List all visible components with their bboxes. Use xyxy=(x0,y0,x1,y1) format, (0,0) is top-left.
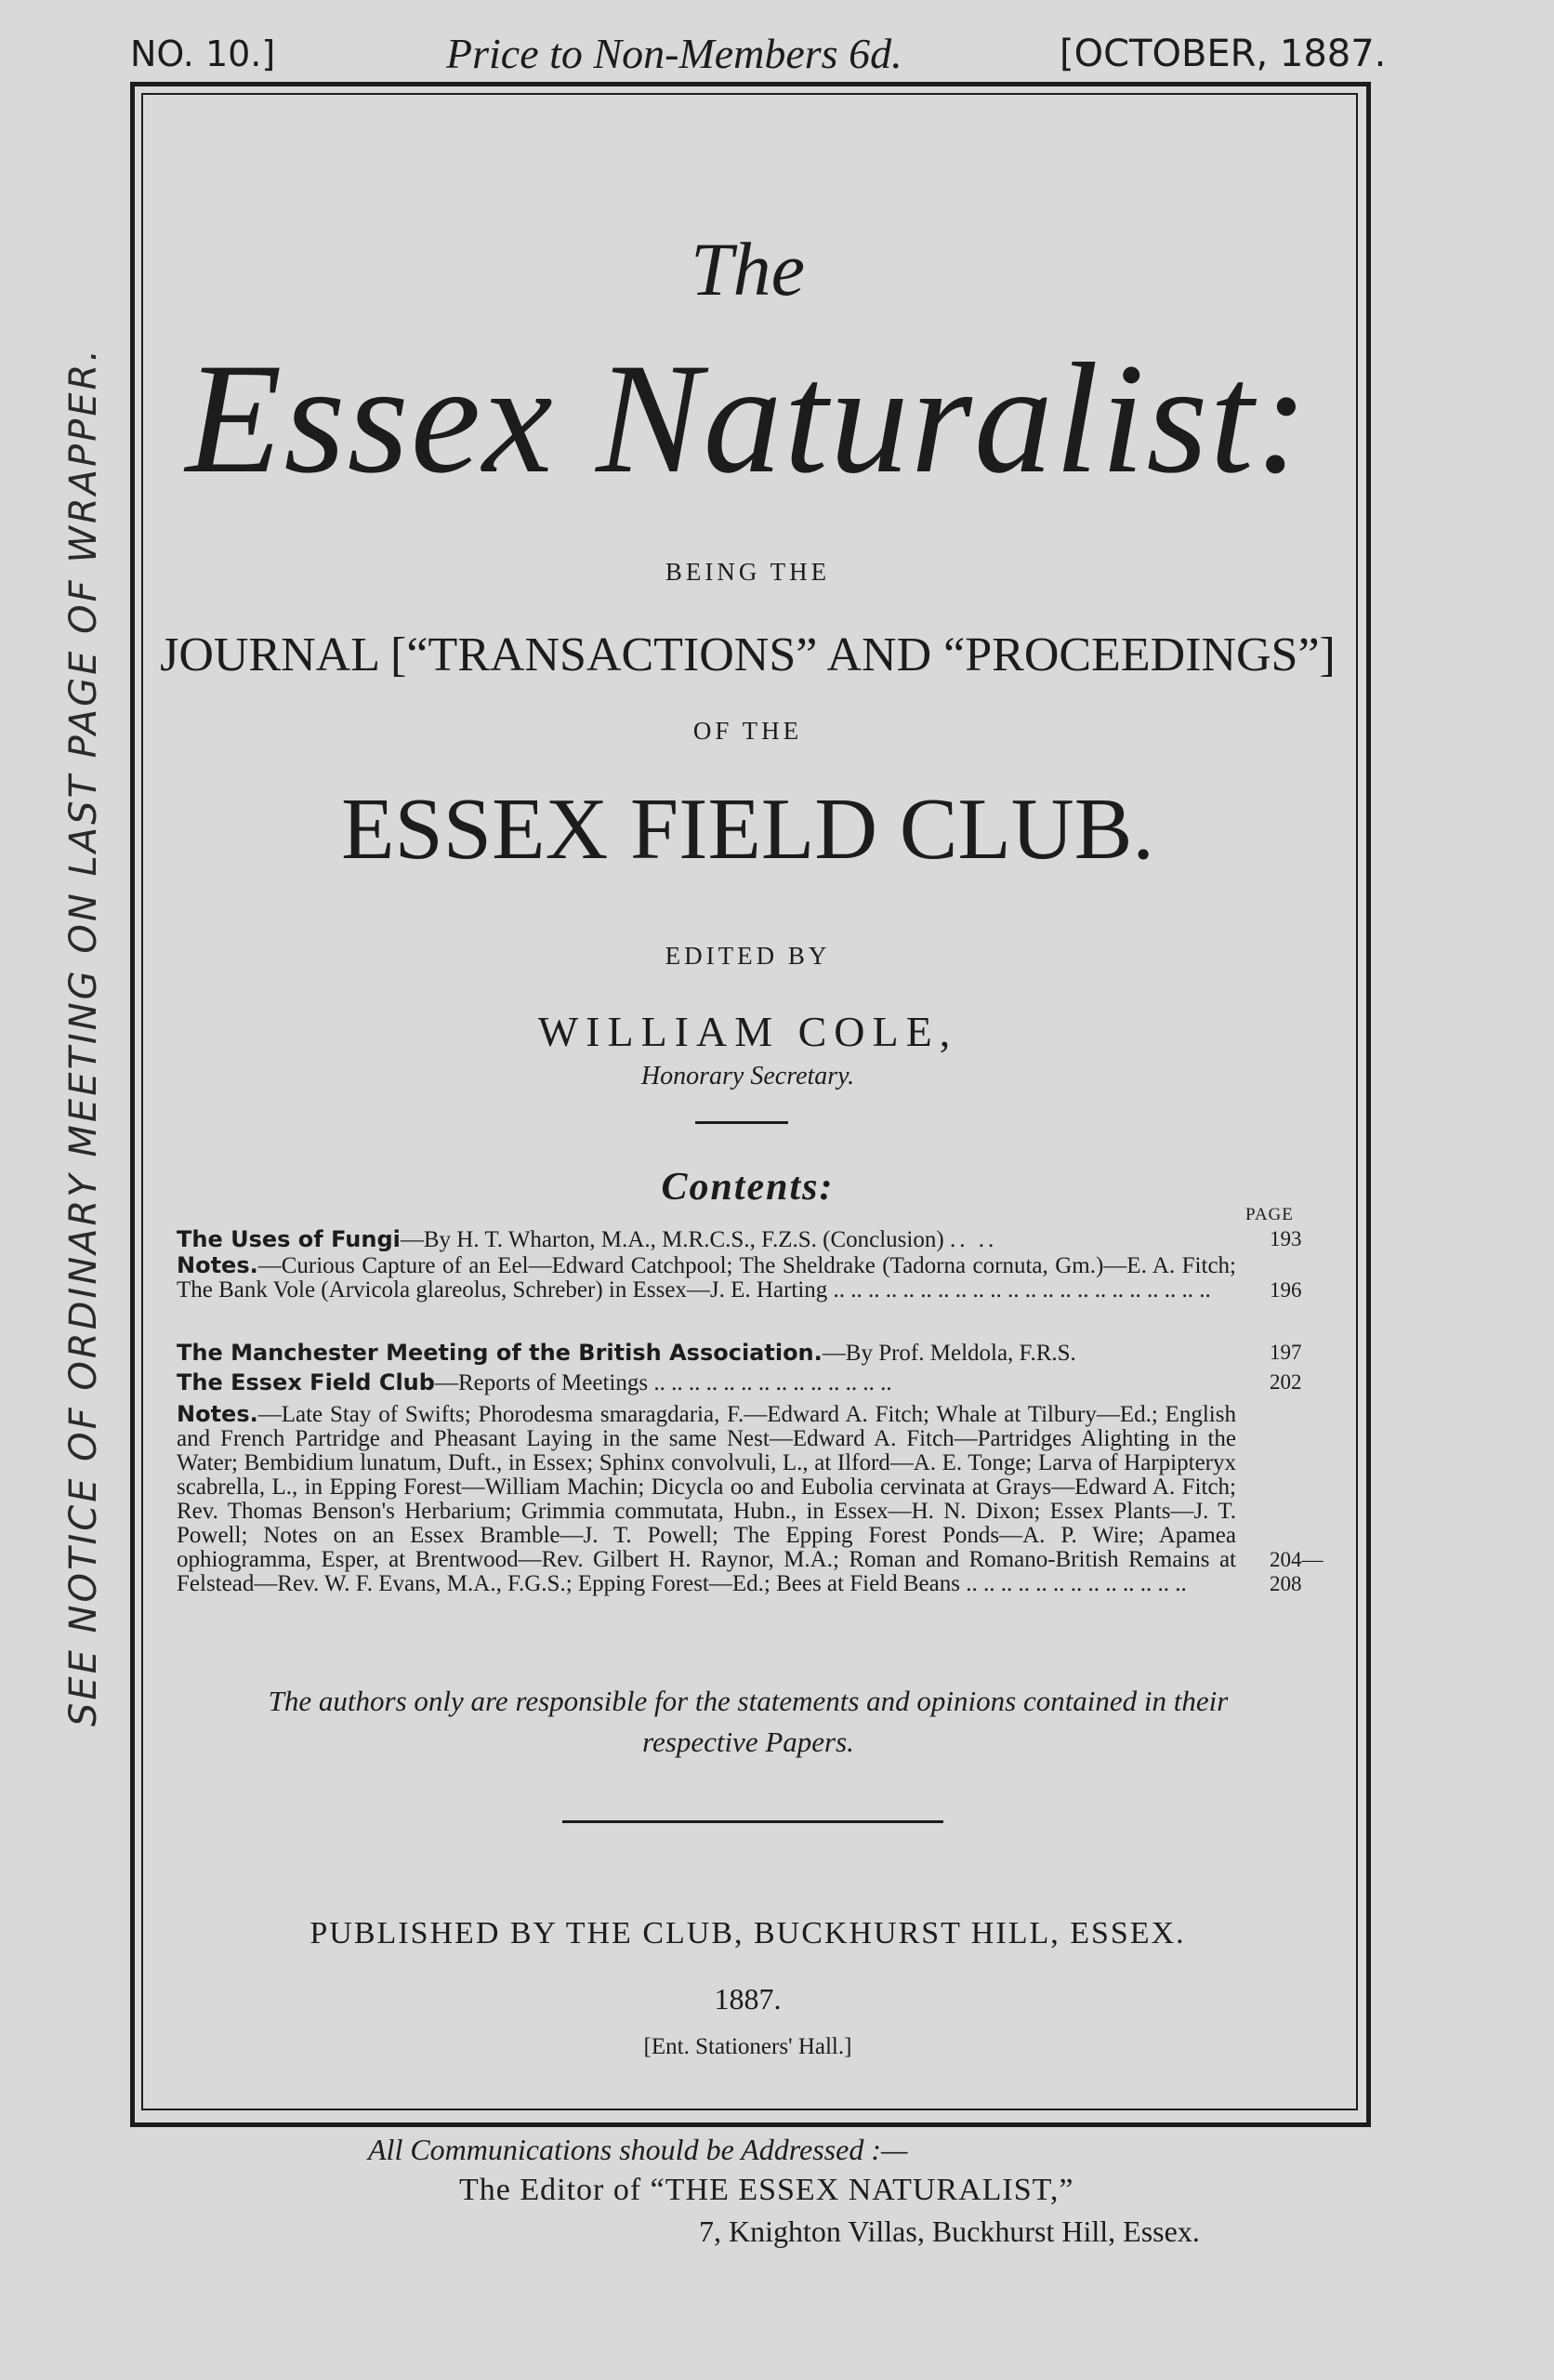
issue-date: [OCTOBER, 1887. xyxy=(1060,33,1387,75)
entry-text: —Late Stay of Swifts; Phorodesma smaragdaria, F.—Edward A. Fitch; Whale at Tilbury—Ed.; English and French Partridge and Pheasant Laying in the same Nest—Edward A. Fitch—Partridges Alighting in the Water; Bembidium lunatum, Duft., in Essex; Sphinx convolvuli, L., at Ilford—A. E. Tonge; Larva of Harpipteryx scabrella, L., in Epping Forest—William Machin; Dicycla oo and Eubolia cervinata at Grays—Edward A. Fitch; Rev. Thomas Benson's Herbarium; Grimmia commutata, Hubn., in Essex—H. N. Dixon; Essex Plants—J. T. Powell; Notes on an Essex Bramble—J. T. Powell; The Epping Forest Ponds—A. P. Wire; Apamea ophiogramma, Esper, at Brentwood—Rev. Gilbert H. Raynor, M.A.; Roman and Romano-British Remains at Felstead—Rev. W. F. Evans, M.A., F.G.S.; Epping Forest—Ed.; Bees at Field Beans .. .. .. .. .. .. .. .. .. .. .. .. .. xyxy=(177,1402,1236,1596)
title-the: The xyxy=(691,227,805,311)
publication-year: 1887. xyxy=(714,1982,782,2016)
entry-heading: Notes. xyxy=(177,1252,258,1278)
entry-heading: Notes. xyxy=(177,1401,258,1427)
address-editor: The Editor of “THE ESSEX NATURALIST,” xyxy=(459,2173,1074,2207)
address-street: 7, Knighton Villas, Buckhurst Hill, Essex. xyxy=(699,2215,1200,2248)
entry-text: —Curious Capture of an Eel—Edward Catchpool; The Sheldrake (Tadorna cornuta, Gm.)—E. A. Fitch; The Bank Vole (Arvicola glareolus, Schreber) in Essex—J. E. Harting .. .. .. .. .. .. .. .. .. .. .. .. .. .. .. .. .. .. .. .. .. .. xyxy=(177,1253,1236,1302)
issue-number: NO. 10.] xyxy=(130,33,276,74)
divider-short xyxy=(695,1121,788,1124)
entry-heading: The Uses of Fungi xyxy=(177,1226,401,1252)
publisher-line: PUBLISHED BY THE CLUB, BUCKHURST HILL, ESSEX. xyxy=(309,1916,1186,1950)
entry-text: —By Prof. Meldola, F.R.S. xyxy=(822,1341,1076,1366)
contents-entry-fungi xyxy=(177,1227,1310,1252)
entry-page: 202 xyxy=(1270,1370,1302,1394)
entry-heading: The Manchester Meeting of the British Association. xyxy=(177,1340,823,1366)
contents-entry-field-club xyxy=(177,1370,1310,1395)
page-column-label: PAGE xyxy=(1245,1205,1294,1224)
editor-role: Honorary Secretary. xyxy=(640,1062,855,1091)
entry-page: 197 xyxy=(1270,1341,1302,1364)
journal-title: Essex Naturalist: xyxy=(185,331,1310,506)
contents-entry-notes-2 xyxy=(177,1401,1324,1596)
entry-page: 193 xyxy=(1270,1227,1302,1250)
divider-long xyxy=(562,1820,943,1823)
entry-text: —By H. T. Wharton, M.A., M.R.C.S., F.Z.S. (Conclusion) xyxy=(400,1227,944,1252)
disclaimer: The authors only are responsible for the statements and opinions contained in their respective Papers. xyxy=(268,1685,1229,1758)
entry-leader: .. .. xyxy=(949,1227,998,1252)
entry-page: 196 xyxy=(1270,1278,1302,1302)
entry-text: —Reports of Meetings .. .. .. .. .. .. .. .. .. .. .. .. .. .. xyxy=(434,1370,892,1395)
journal-subtitle: JOURNAL [“TRANSACTIONS” AND “PROCEEDINGS”] xyxy=(160,628,1336,681)
contents-entry-notes-1 xyxy=(177,1253,1310,1302)
contents-heading: Contents: xyxy=(661,1166,835,1209)
contents-entry-manchester xyxy=(177,1341,1310,1366)
of-the-label: OF THE xyxy=(692,717,803,745)
address-intro: All Communications should be Addressed :— xyxy=(368,2133,908,2166)
being-the-label: BEING THE xyxy=(665,558,831,586)
entry-page: 204—208 xyxy=(1270,1548,1324,1595)
club-name: ESSEX FIELD CLUB. xyxy=(341,781,1154,878)
editor-name: WILLIAM COLE, xyxy=(537,1008,958,1055)
entry-heading: The Essex Field Club xyxy=(177,1369,435,1395)
price-note: Price to Non-Members 6d. xyxy=(446,30,902,77)
side-notice: SEE NOTICE OF ORDINARY MEETING ON LAST PAGE OF WRAPPER. xyxy=(62,346,105,1727)
edited-by-label: EDITED BY xyxy=(665,942,831,970)
stationers-hall-entry: [Ent. Stationers' Hall.] xyxy=(643,2034,852,2059)
